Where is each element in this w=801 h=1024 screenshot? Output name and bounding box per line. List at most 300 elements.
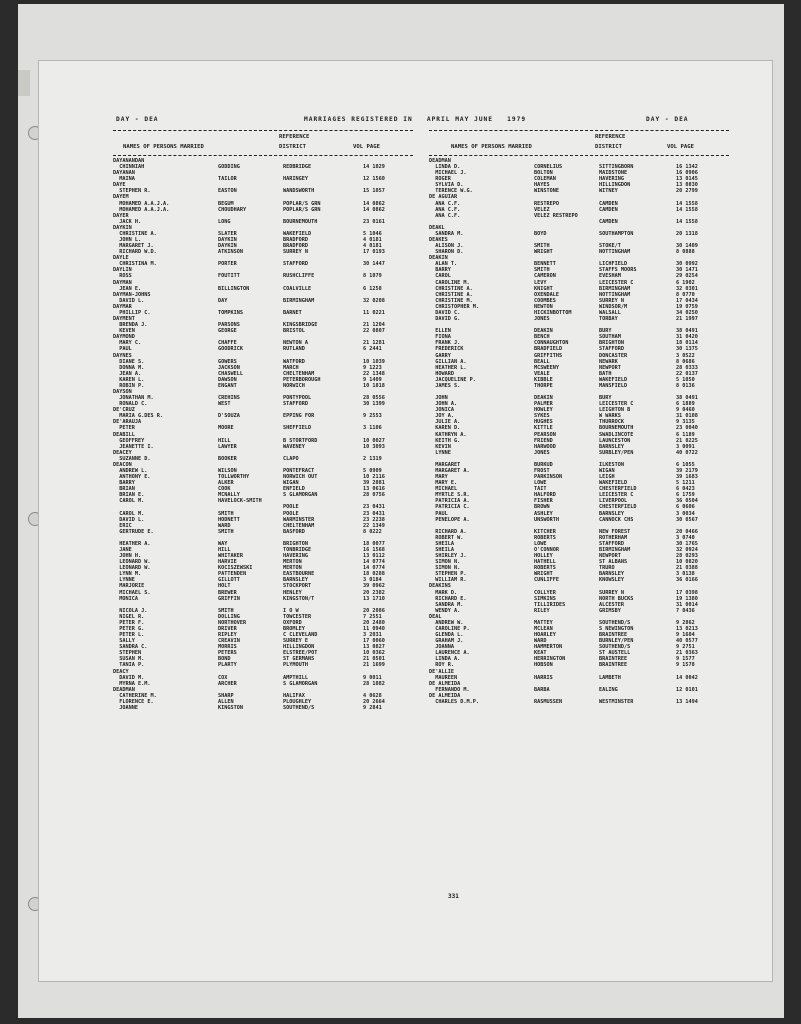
entry-spouse: ROBERTS xyxy=(534,565,556,572)
entry-vol-page: 5 1211 xyxy=(676,480,695,487)
entry-name: CATHERINE M. xyxy=(113,692,157,699)
entry-vol-page: 13 0213 xyxy=(676,626,698,633)
entry-district: CHELTENHAM xyxy=(283,522,315,529)
entry-name: SYLVIA D. xyxy=(429,182,464,189)
entry-vol-page: 40 0722 xyxy=(676,449,698,456)
entry-name: MARGARET xyxy=(429,461,461,468)
entry-spouse: HUGHES xyxy=(534,419,553,426)
entry-district: PETERBOROUGH xyxy=(283,376,321,383)
entry-district: CHELTENHAM xyxy=(283,370,315,377)
entry-district: BRAINTREE xyxy=(599,632,628,639)
entry-vol-page: 39 0962 xyxy=(363,583,385,590)
entry-vol-page: 32 0924 xyxy=(676,547,698,553)
entry-district: ST GERMANS xyxy=(283,656,315,663)
entry-vol-page: 14 1558 xyxy=(676,200,698,207)
entry-vol-page: 22 0137 xyxy=(676,370,698,377)
entry-district: DONCASTER xyxy=(599,352,628,359)
entry-name: JEANETTE I. xyxy=(113,443,154,450)
entry-name: MARY C. xyxy=(113,340,142,347)
entry-spouse: KITTLE xyxy=(534,425,553,432)
entry-vol-page: 31 0014 xyxy=(676,601,698,608)
entry-vol-page: 11 0221 xyxy=(363,309,385,316)
entry-vol-page: 30 1471 xyxy=(676,267,698,274)
entry-name: JOHN H. xyxy=(113,553,142,560)
entry-name: CHRISTINE A. xyxy=(429,285,473,292)
entry-district: STAFFORD xyxy=(283,401,308,408)
column-header xyxy=(429,133,729,155)
entry-vol-page: 12 0101 xyxy=(676,686,698,693)
entry-spouse: LAWYER xyxy=(218,443,237,450)
entry-district: ENFIELD xyxy=(283,486,305,493)
right-column xyxy=(429,130,729,705)
entry-name: FRANK J. xyxy=(429,340,461,347)
entry-name: JONICA xyxy=(429,407,454,414)
entry-district: KNOWSLEY xyxy=(599,577,624,584)
entry-district: LEICESTER C xyxy=(599,401,634,408)
entry-name: DAYMAN xyxy=(113,279,132,286)
entry-spouse: BENCH xyxy=(534,334,550,341)
entry-district: C CLEVELAND xyxy=(283,632,318,639)
entry-name: PATRICIA C. xyxy=(429,504,470,511)
entry-spouse: KNIGHT xyxy=(534,285,553,292)
entry-spouse: MCSWEENY xyxy=(534,364,559,371)
entry-row xyxy=(429,699,729,705)
entry-district: NORTH BUCKS xyxy=(599,595,634,602)
entry-district: SURREY N xyxy=(599,589,624,596)
entry-spouse: HATHELL xyxy=(534,559,556,566)
entry-district: KINGSTON/T xyxy=(283,595,315,602)
entry-district: LEICESTER C xyxy=(599,279,634,286)
entry-name: DAYKIN xyxy=(113,224,132,231)
entry-spouse: SMITH xyxy=(534,243,550,250)
entry-name: DAYEM xyxy=(113,194,129,201)
entry-spouse: SMITH xyxy=(534,267,550,274)
entry-vol-page: 21 1281 xyxy=(363,340,385,347)
entry-spouse: KIBBLE xyxy=(534,376,553,383)
entry-name: DAYMAR xyxy=(113,303,132,310)
running-head-center: MARRIAGES REGISTERED IN APRIL MAY JUNE 1979 xyxy=(304,116,527,123)
entry-vol-page: 13 0830 xyxy=(676,182,698,189)
entry-district: BIRMINGHAM xyxy=(599,285,631,292)
entry-spouse: ENGANT xyxy=(218,382,237,389)
entry-district: BIRMINGHAM xyxy=(599,547,631,553)
entry-name: ANTHONY E. xyxy=(113,474,151,481)
entry-spouse: RASMUSSEN xyxy=(534,698,563,705)
entry-vol-page: 23 2238 xyxy=(363,516,385,523)
entry-district: LEICESTER C xyxy=(599,492,634,499)
entry-vol-page: 29 0254 xyxy=(676,273,698,280)
entry-spouse: BOND xyxy=(218,656,231,663)
entry-vol-page: 10 1039 xyxy=(363,358,385,365)
entry-district: MANSFIELD xyxy=(599,382,628,389)
entry-vol-page: 9 3135 xyxy=(676,419,695,426)
entry-spouse: ASHLEY xyxy=(534,510,553,517)
entry-spouse: RIPLEY xyxy=(218,632,237,639)
entry-spouse: TAILOR xyxy=(218,176,237,183)
entry-spouse: KEAT xyxy=(534,650,547,657)
entry-vol-page: 21 0225 xyxy=(676,437,698,444)
entry-spouse: NEWTON xyxy=(534,303,553,310)
entry-district: GRIMSBY xyxy=(599,607,621,614)
entry-spouse: WILSON xyxy=(218,467,237,474)
entry-name: FERNANDO M. xyxy=(429,686,470,693)
entry-vol-page: 30 0567 xyxy=(676,516,698,523)
entry-vol-page: 9 1604 xyxy=(676,632,695,639)
district-label: DISTRICT xyxy=(595,144,622,150)
entry-vol-page: 10 3093 xyxy=(363,443,385,450)
entry-spouse: KOCISZEWSKI xyxy=(218,565,253,572)
entry-spouse: SMITH xyxy=(218,528,234,535)
entry-spouse: LOWE xyxy=(534,480,547,487)
entry-district: AMPTHILL xyxy=(283,674,308,681)
entry-spouse: JONES xyxy=(534,316,550,323)
entry-vol-page: 15 1057 xyxy=(363,188,385,195)
entry-name: DAYLE xyxy=(113,255,129,262)
entry-spouse: CREAVIN xyxy=(218,638,240,645)
column-header xyxy=(113,133,413,155)
entry-name: PAUL xyxy=(113,346,132,353)
entry-district: HAVERING xyxy=(283,553,308,560)
entry-spouse: KINGSTON xyxy=(218,705,243,712)
entry-vol-page: 39 2179 xyxy=(676,467,698,474)
entry-district: LAUNCESTON xyxy=(599,437,631,444)
entry-spouse: BARBA xyxy=(534,686,550,693)
entry-vol-page: 21 0363 xyxy=(676,650,698,657)
entry-name: ROSS xyxy=(113,273,132,280)
entry-district: WINDSOR/M xyxy=(599,303,628,310)
entry-vol-page: 13 0616 xyxy=(363,486,385,493)
entry-vol-page: 3 0522 xyxy=(676,352,695,359)
entry-name: GERTRUDE E. xyxy=(113,528,154,535)
entry-vol-page: 2 1319 xyxy=(363,455,382,462)
entry-vol-page: 5 0909 xyxy=(363,467,382,474)
entry-spouse: COOK xyxy=(218,486,231,493)
entry-vol-page: 28 0556 xyxy=(363,395,385,402)
entry-spouse: GODDING xyxy=(218,164,240,171)
entry-district: SHEFFIELD xyxy=(283,425,312,432)
entry-name: DEADMAN xyxy=(113,686,135,693)
entry-vol-page: 18 0114 xyxy=(676,340,698,347)
entry-name: DEAKINS xyxy=(429,583,451,590)
entry-spouse: GRIFFIN xyxy=(218,595,240,602)
entry-name: SUZANNE D. xyxy=(113,455,151,462)
entry-name: SALLY xyxy=(113,638,135,645)
entry-name: SIMON N. xyxy=(429,565,461,572)
entry-name: GEOFFREY xyxy=(113,437,145,444)
entry-spouse: CHOUDHARY xyxy=(218,206,247,213)
entry-vol-page: 6 1902 xyxy=(676,279,695,286)
entry-name: JOANNA xyxy=(429,644,454,651)
entry-name: CAROLINE M. xyxy=(429,279,470,286)
entry-vol-page: 6 2441 xyxy=(363,346,382,353)
entry-name: DE AGUIAR xyxy=(429,194,458,201)
entry-vol-page: 13 0112 xyxy=(363,553,385,560)
entry-name: SIMON N. xyxy=(429,559,461,566)
entry-vol-page: 36 0166 xyxy=(676,577,698,584)
entry-vol-page: 9 2841 xyxy=(363,705,382,712)
entry-name: SHARON D. xyxy=(429,249,464,256)
entry-vol-page: 3 0034 xyxy=(676,510,695,517)
entry-spouse: PARSONS xyxy=(218,322,240,329)
entry-district: WALSALL xyxy=(599,309,621,316)
entry-district: LIVERPOOL xyxy=(599,498,628,505)
entry-spouse: RESTREPO xyxy=(534,200,559,207)
entry-spouse: ALLEN xyxy=(218,698,234,705)
entry-district: PONTEFRACT xyxy=(283,467,315,474)
entry-spouse: GRIFFITHS xyxy=(534,352,563,359)
entry-name: LAURENCE A. xyxy=(429,650,470,657)
entry-spouse: CHAFFE xyxy=(218,340,237,347)
entry-name: DAVID L. xyxy=(113,516,145,523)
entry-name: HEATHER A. xyxy=(113,540,151,547)
entry-name: GARRY xyxy=(429,352,451,359)
entry-vol-page: 13 0145 xyxy=(676,176,698,183)
entry-name: PENELOPE A. xyxy=(429,516,470,523)
left-column xyxy=(113,130,413,711)
entry-name: JAMES S. xyxy=(429,382,461,389)
entry-name: GRAHAM J. xyxy=(429,638,464,645)
entry-district: I O W xyxy=(283,607,299,614)
entry-spouse: VELEZ xyxy=(534,206,550,213)
entry-spouse: MORRIS xyxy=(218,644,237,651)
entry-name: CAROL xyxy=(429,273,451,280)
entry-spouse: CAMERON xyxy=(534,273,556,280)
entry-vol-page: 20 2664 xyxy=(363,698,385,705)
entry-spouse: HERRINGTON xyxy=(534,656,566,663)
entry-spouse: GOWERS xyxy=(218,358,237,365)
entry-district: WATFORD xyxy=(283,358,305,365)
entry-district: CLAPO xyxy=(283,455,299,462)
entry-spouse: CHASWELL xyxy=(218,370,243,377)
entry-name: DAYANANDAN xyxy=(113,158,145,164)
entry-district: WAVENEY xyxy=(283,443,305,450)
entry-vol-page: 16 0906 xyxy=(676,170,698,177)
entry-name: DONNA M. xyxy=(113,364,145,371)
entry-district: BROMLEY xyxy=(283,626,305,633)
entry-vol-page: 14 1558 xyxy=(676,218,698,225)
entry-district: BURY xyxy=(599,395,612,402)
entry-spouse: THORPE xyxy=(534,382,553,389)
entry-vol-page: 8 0222 xyxy=(363,528,382,535)
entry-spouse: JONES xyxy=(534,449,550,456)
entry-district: WAKEFIELD xyxy=(283,230,312,237)
entry-name: PETER xyxy=(113,425,135,432)
entry-district: W WARKS xyxy=(599,413,621,420)
entry-district: ALCESTER xyxy=(599,601,624,608)
entry-spouse: SYKES xyxy=(534,413,550,420)
entry-name: DE'CRUZ xyxy=(113,407,135,414)
entry-spouse: CUNLIFFE xyxy=(534,577,559,584)
entry-district: NEWPORT xyxy=(599,553,621,560)
entry-vol-page: 20 2799 xyxy=(676,188,698,195)
entry-district: LEIGH xyxy=(599,474,615,481)
entry-vol-page: 6 0606 xyxy=(676,504,695,511)
entry-district: BARNSLEY xyxy=(283,577,308,584)
entry-name: WENDY A. xyxy=(429,607,461,614)
entry-name: ROBIN P. xyxy=(113,382,145,389)
entry-name: LYNNE xyxy=(429,449,451,456)
entry-spouse: BURKUD xyxy=(534,461,553,468)
entry-district: S GLAMORGAN xyxy=(283,492,318,499)
entry-name: JANE xyxy=(113,547,132,553)
entry-name: MARGARET J. xyxy=(113,243,154,250)
entry-vol-page: 16 1568 xyxy=(363,547,385,553)
entry-vol-page: 21 1997 xyxy=(676,316,698,323)
entry-spouse: HAYES xyxy=(534,182,550,189)
entry-spouse: ALKER xyxy=(218,480,234,487)
entries-list xyxy=(113,158,413,711)
entry-district: RUTLAND xyxy=(283,346,305,353)
entry-spouse: BROWN xyxy=(534,504,550,511)
entry-vol-page: 20 0466 xyxy=(676,528,698,535)
entry-district: SURREY N xyxy=(599,297,624,304)
entry-spouse: FISHER xyxy=(534,498,553,505)
entry-spouse: HILL xyxy=(218,437,231,444)
entry-vol-page: 14 0042 xyxy=(676,674,698,681)
entry-vol-page: 8 0888 xyxy=(676,249,695,256)
entry-district: NORWICH OUT xyxy=(283,474,318,481)
entry-district: HARINGEY xyxy=(283,176,308,183)
entry-name: MOHAMED A.A.J.A. xyxy=(113,200,170,207)
entry-vol-page: 9 1409 xyxy=(363,376,382,383)
entry-district: SURREY E xyxy=(283,638,308,645)
entry-district: ST ALBANS xyxy=(599,559,628,566)
entry-district: STOKE/T xyxy=(599,243,621,250)
entry-spouse: BOLTON xyxy=(534,170,553,177)
entry-name: KEITH G. xyxy=(429,437,461,444)
entry-name: FREDERICK xyxy=(429,346,464,353)
entry-name: SANDRA C. xyxy=(113,644,148,651)
entry-spouse: WRIGHT xyxy=(534,249,553,256)
entry-name: ELLEN xyxy=(429,328,451,335)
entry-vol-page: 8 1079 xyxy=(363,273,382,280)
entry-vol-page: 32 0208 xyxy=(363,297,385,304)
entry-spouse: HOLT xyxy=(218,583,231,590)
entry-spouse: VEALE xyxy=(534,370,550,377)
entry-name: KEVIN xyxy=(429,443,451,450)
entry-vol-page: 4 0181 xyxy=(363,243,382,250)
entry-spouse: HARWOOD xyxy=(534,443,556,450)
entry-vol-page: 12 1560 xyxy=(363,176,385,183)
entry-vol-page: 6 1189 xyxy=(676,431,695,438)
entry-vol-page: 28 1082 xyxy=(363,680,385,687)
entry-name: DAVID G. xyxy=(429,316,461,323)
entry-name: JEAN A. xyxy=(113,370,142,377)
entry-vol-page: 9 0460 xyxy=(676,407,695,414)
entry-vol-page: 20 2480 xyxy=(363,619,385,626)
entry-spouse: NORTHOVER xyxy=(218,619,247,626)
entry-district: BOURNEMOUTH xyxy=(283,218,318,225)
entry-district: SURREY N xyxy=(283,249,308,256)
entry-name: JOANNE xyxy=(113,705,138,712)
entry-district: CHESTERFIELD xyxy=(599,504,637,511)
entry-spouse: CREHINS xyxy=(218,395,240,402)
entry-name: LEONARD W. xyxy=(113,565,151,572)
entry-name: CAROL M. xyxy=(113,510,145,517)
entry-vol-page: 38 0491 xyxy=(676,328,698,335)
entry-name: NIGEL R. xyxy=(113,613,145,620)
entry-name: DAVID M. xyxy=(113,674,145,681)
entry-spouse: DAY xyxy=(218,297,228,304)
entry-spouse: DOLLING xyxy=(218,613,240,620)
entry-district: RUSHCLIFFE xyxy=(283,273,315,280)
entry-district: WAKEFIELD xyxy=(599,480,628,487)
entry-spouse: FOUTITT xyxy=(218,273,240,280)
entry-name: LEONARD W. xyxy=(113,559,151,566)
entry-vol-page: 3 0740 xyxy=(676,534,695,541)
entry-name: MARGARET A. xyxy=(429,467,470,474)
entry-name: SHEILA xyxy=(429,540,454,547)
entry-spouse: TILLIRIDES xyxy=(534,601,566,608)
entry-district: NEWARK xyxy=(599,358,618,365)
entry-name: FLORENCE E. xyxy=(113,698,154,705)
entry-name: ANDREW L. xyxy=(113,467,148,474)
entry-name: DEAL xyxy=(429,613,442,620)
entry-vol-page: 9 2862 xyxy=(676,619,695,626)
vol-page-label: VOL PAGE xyxy=(667,144,694,150)
entry-spouse: D'SOUZA xyxy=(218,413,240,420)
entry-vol-page: 14 0774 xyxy=(363,559,385,566)
entry-vol-page: 38 0491 xyxy=(676,395,698,402)
entry-spouse: MATTEY xyxy=(534,619,553,626)
entry-district: BURY xyxy=(599,328,612,335)
entry-name: DE ALMEIDA xyxy=(429,680,461,687)
entry-district: CAMDEN xyxy=(599,200,618,207)
entry-name: KAREN D. xyxy=(429,425,461,432)
entry-name: MARK D. xyxy=(429,589,458,596)
entry-spouse: HOBSON xyxy=(534,662,553,669)
entry-spouse: HODNETT xyxy=(218,516,240,523)
entry-spouse: ARCHER xyxy=(218,680,237,687)
entry-name: JOHN xyxy=(429,395,448,402)
entry-name: DEACON xyxy=(113,461,132,468)
entry-vol-page: 21 0388 xyxy=(676,565,698,572)
entry-vol-page: 20 2382 xyxy=(363,589,385,596)
entries-list xyxy=(429,158,729,705)
entry-spouse: LONG xyxy=(218,218,231,225)
entry-name: JACK H. xyxy=(113,218,142,225)
entry-district: SOUTHEND/S xyxy=(599,644,631,651)
entry-spouse: HOARLEY xyxy=(534,632,556,639)
entry-vol-page: 23 0431 xyxy=(363,510,385,517)
entry-name: MAUREEN xyxy=(429,674,458,681)
entry-vol-page: 3 0091 xyxy=(676,443,695,450)
entry-vol-page: 14 1558 xyxy=(676,206,698,213)
entry-vol-page: 19 0759 xyxy=(676,303,698,310)
entry-vol-page: 20 2086 xyxy=(363,607,385,614)
entry-vol-page: 10 1818 xyxy=(363,382,385,389)
entry-name: ANA C.F. xyxy=(429,200,461,207)
entry-district: NEW FOREST xyxy=(599,528,631,535)
entry-spouse: BRADFIELD xyxy=(534,346,563,353)
entry-name: RICHARD A. xyxy=(429,528,467,535)
entry-name: LYNN M. xyxy=(113,571,142,578)
entry-district: STAFFORD xyxy=(599,346,624,353)
entry-name: GLENDA L. xyxy=(429,632,464,639)
entry-district: MARCH xyxy=(283,364,299,371)
entry-name: DEACEY xyxy=(113,449,132,456)
entry-district: S GLAMORGAN xyxy=(283,680,318,687)
entry-spouse: SIMKINS xyxy=(534,595,556,602)
entry-vol-page: 17 0398 xyxy=(676,589,698,596)
entry-name: MICHAEL J. xyxy=(429,170,467,177)
entry-vol-page: 23 0161 xyxy=(363,218,385,225)
entry-spouse: COOMBES xyxy=(534,297,556,304)
entry-spouse: BOYD xyxy=(534,230,547,237)
entry-name: STEPHEN R. xyxy=(113,188,151,195)
entry-district: PONTYPOOL xyxy=(283,395,312,402)
entry-spouse: FRIEND xyxy=(534,437,553,444)
